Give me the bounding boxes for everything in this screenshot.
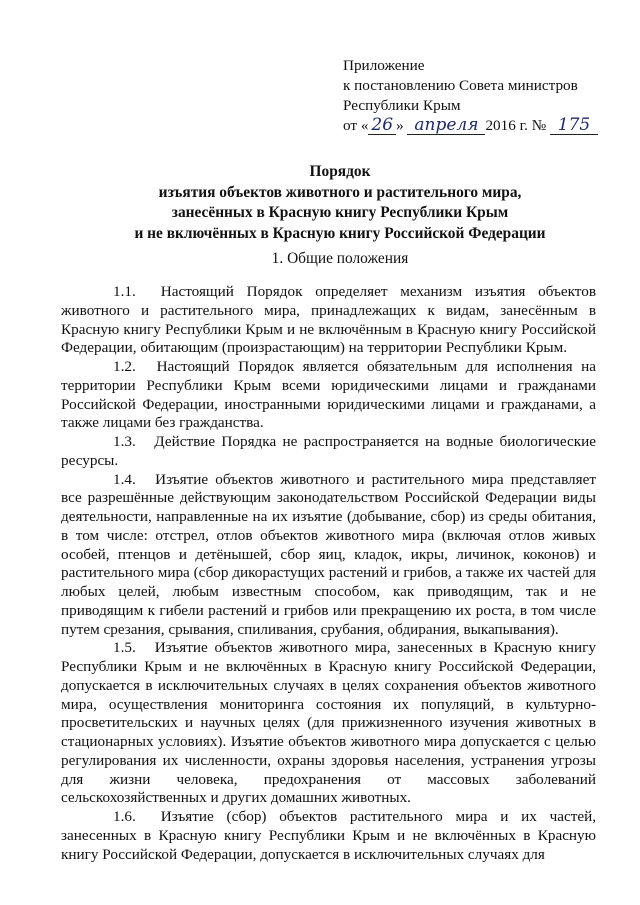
date-day-handwritten: 26 <box>368 116 396 135</box>
paragraph-text: Изъятие (сбор) объектов растительного мира и их частей, занесенных в Красную книгу Республики Крым и не включённых в Красную книгу Российской Федерации, допускается в исключительных случаях для <box>61 808 596 863</box>
paragraph-1-1 <box>61 283 596 358</box>
appendix-republic: Республики Крым <box>343 97 461 114</box>
paragraph-number: 1.6. <box>113 808 136 825</box>
paragraph-number: 1.5. <box>113 639 136 657</box>
paragraph-1-2 <box>61 358 596 433</box>
body-text <box>61 283 596 864</box>
title-line-4: и не включённых в Красную книгу Российской Федерации <box>134 224 546 242</box>
paragraph-text: Изъятие объектов животного мира, занесенных в Красную книгу Республики Крым и не включённых в Красную книгу Российской Федерации, допускается в исключительных случаях в целях сохранения объектов животного мира, осуществления мониторинга состояния их популяций, в культурно-просветительских и научных целях (для прижизненного изучения животных в стационарных условиях). Изъятие объектов животного мира допускается с целью регулирования их численности, охраны здоровья населения, устранения угрозы для жизни человека, предохранения от массовых заболеваний сельскохозяйственных и других домашних животных. <box>61 639 597 807</box>
document-title <box>60 162 620 244</box>
date-mid: » <box>396 117 404 134</box>
title-line-2: изъятия объектов животного и растительного мира, <box>158 183 522 201</box>
paragraph-number: 1.1. <box>113 283 136 300</box>
paragraph-1-5 <box>61 639 596 808</box>
paragraph-number: 1.3. <box>113 433 136 450</box>
paragraph-text: Действие Порядка не распространяется на водные биологические ресурсы. <box>61 433 596 469</box>
paragraph-text: Изъятие объектов животного и растительного мира представляет все разрешённые действующим законодательством Российской Федерации виды деятельности, направленные на их изъятие (добывание, сбор) из среды обитания, в том числе: отстрел, отлов объектов животного мира (включая отлов живых особей, птенцов и детёнышей, сбор яиц, кладок, икры, личинок, коконов) и растительного мира (сбор дикорастущих растений и грибов, а также их частей для любых целей, любым известным способом, как приводящим, так и не приводящим к гибели растений и грибов или прекращению их роста, в том числе путем срезания, срывания, спиливания, срубания, обдирания, выкапывания). <box>61 470 596 638</box>
paragraph-number: 1.2. <box>113 358 136 375</box>
paragraph-text: Настоящий Порядок является обязательным для исполнения на территории Республики Крым всеми юридическими лицами и гражданами Российской Федерации, иностранными юридическими лицами и гражданами, а также лицами без гражданства. <box>61 358 597 432</box>
appendix-header <box>343 56 613 136</box>
appendix-date-line <box>343 116 613 136</box>
paragraph-1-3 <box>61 433 596 471</box>
paragraph-number: 1.4. <box>113 470 136 488</box>
appendix-label: Приложение <box>343 57 425 74</box>
resolution-number-handwritten: 175 <box>550 116 598 135</box>
section-heading: 1. Общие положения <box>271 250 409 267</box>
date-month-handwritten: апреля <box>407 116 485 135</box>
appendix-resolution: к постановлению Совета министров <box>343 77 578 94</box>
paragraph-1-6 <box>61 808 596 864</box>
title-line-1: Порядок <box>309 163 371 180</box>
paragraph-1-4 <box>61 471 596 640</box>
date-year: 2016 г. № <box>485 117 547 134</box>
date-prefix: от « <box>343 117 369 134</box>
paragraph-text: Настоящий Порядок определяет механизм изъятия объектов животного и растительного мира, принадлежащих к видам, занесённым в Красную книгу Республики Крым и не включённым в Красную книгу Российской Федерации, обитающим (произрастающим) на территории Республики Крым. <box>61 283 597 357</box>
title-line-3: занесённых в Красную книгу Республики Крым <box>171 204 509 221</box>
